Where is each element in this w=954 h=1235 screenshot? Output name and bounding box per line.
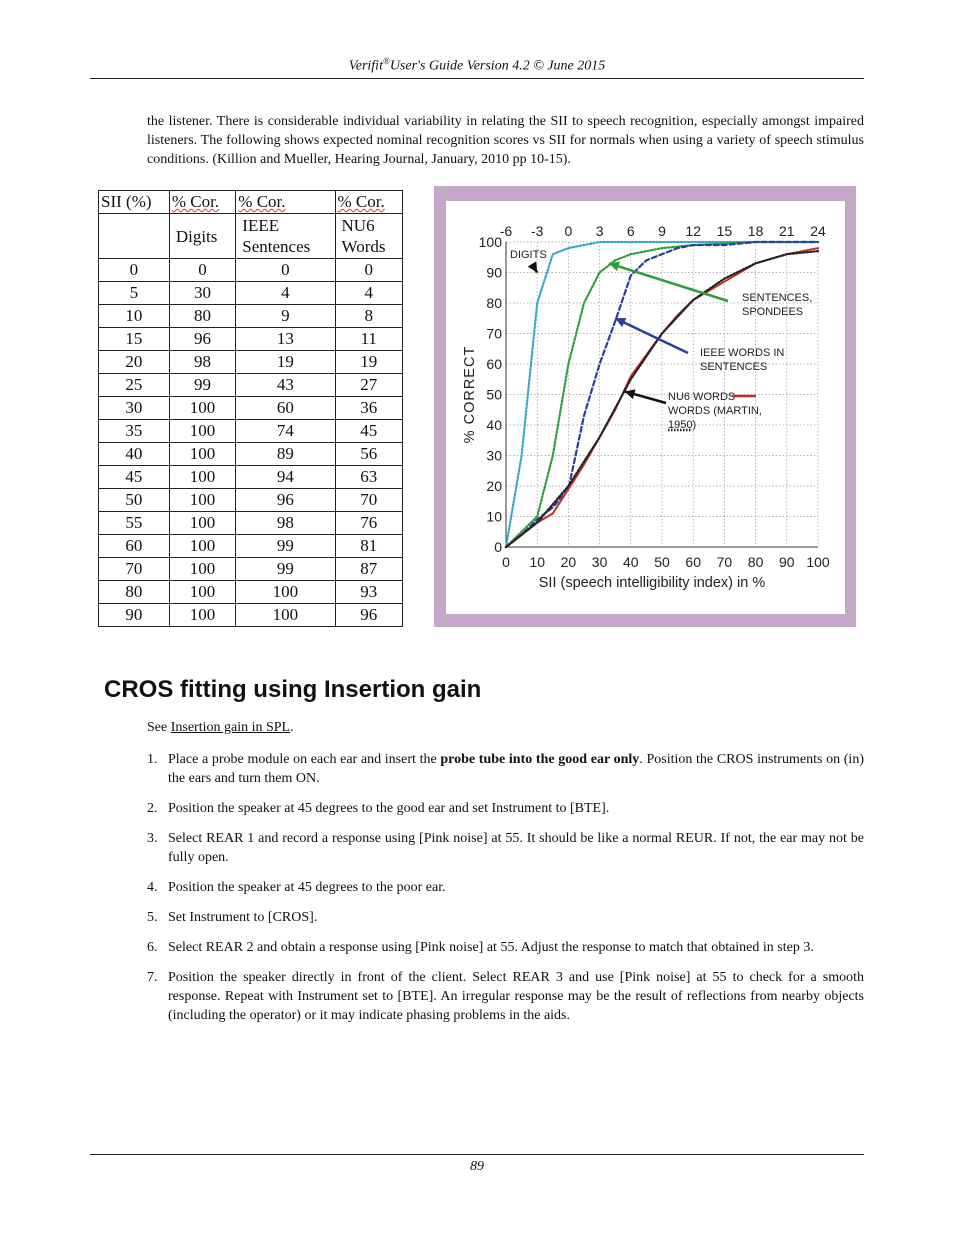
annotation-arrow [609, 263, 728, 301]
x-tick-label: 80 [747, 554, 764, 570]
table-cell: 87 [335, 558, 402, 581]
table-cell: 56 [335, 443, 402, 466]
table-cell: 96 [169, 328, 235, 351]
table-cell: 70 [335, 489, 402, 512]
y-axis-label: % CORRECT [462, 345, 478, 444]
top-tick-label: 9 [658, 223, 666, 239]
table-cell: 25 [99, 374, 170, 397]
table-cell: 35 [99, 420, 170, 443]
table-cell: 100 [169, 604, 235, 627]
see-reference: See Insertion gain in SPL. [147, 720, 294, 735]
table-cell: 19 [335, 351, 402, 374]
annotation-label: DIGITS [510, 249, 547, 261]
table-cell: 74 [236, 420, 335, 443]
y-tick-label: 60 [486, 356, 502, 372]
step-number: 4. [147, 880, 158, 895]
table-cell: 4 [335, 282, 402, 305]
table-header-row [99, 191, 403, 214]
table-cell: 100 [169, 420, 235, 443]
table-header-cell: SII (%) [99, 191, 170, 214]
step-number: 2. [147, 801, 158, 816]
table-row [99, 535, 403, 558]
top-tick-label: 15 [716, 223, 733, 239]
top-tick-label: 0 [564, 223, 573, 239]
table-row [99, 558, 403, 581]
table-cell: 45 [99, 466, 170, 489]
table-cell: 99 [236, 535, 335, 558]
x-tick-label: 90 [779, 554, 795, 570]
table-cell: 76 [335, 512, 402, 535]
x-tick-label: 40 [623, 554, 639, 570]
step-number: 7. [147, 970, 158, 985]
annotation-label: 1950) [668, 419, 697, 431]
table-cell: 10 [99, 305, 170, 328]
list-item [147, 799, 864, 818]
table-subheader-cell: NU6 Words [335, 214, 402, 259]
table-cell: 100 [236, 581, 335, 604]
x-tick-label: 30 [591, 554, 608, 570]
table-cell: 100 [169, 535, 235, 558]
table-cell: 0 [335, 259, 402, 282]
table-cell: 80 [169, 305, 235, 328]
table-row [99, 420, 403, 443]
table-cell: 27 [335, 374, 402, 397]
top-tick-label: 3 [595, 223, 604, 239]
table-cell: 19 [236, 351, 335, 374]
step-text: Select REAR 1 and record a response using [Pink noise] at 55. It should be like a normal REUR. If not, the ear may not be fully open. [168, 831, 864, 865]
top-tick-label: 21 [779, 223, 795, 239]
annotation-label: SPONDEES [742, 306, 804, 318]
step-text: Position the speaker at 45 degrees to the poor ear. [168, 880, 446, 895]
table-cell: 50 [99, 489, 170, 512]
table-cell: 100 [169, 512, 235, 535]
table-cell: 96 [236, 489, 335, 512]
table-header-cell: % Cor. [169, 191, 235, 214]
running-header: Verifit®User's Guide Version 4.2 © June 2015 [348, 56, 606, 74]
table-cell: 45 [335, 420, 402, 443]
table-row [99, 581, 403, 604]
table-cell: 55 [99, 512, 170, 535]
table-cell: 4 [236, 282, 335, 305]
table-cell: 20 [99, 351, 170, 374]
x-tick-label: 0 [502, 554, 510, 570]
table-cell: 13 [236, 328, 335, 351]
list-item [147, 938, 864, 957]
table-subheader-cell: Digits [169, 214, 235, 259]
sii-recognition-table [98, 190, 403, 627]
table-row [99, 374, 403, 397]
table-subheader-cell: IEEE Sentences [236, 214, 335, 259]
step-text: Select REAR 2 and obtain a response using [Pink noise] at 55. Adjust the response to match that obtained in step 3. [168, 940, 814, 955]
table-cell: 98 [169, 351, 235, 374]
y-tick-label: 30 [486, 447, 502, 464]
table-cell: 0 [236, 259, 335, 282]
cros-steps-list [147, 750, 864, 1036]
table-row [99, 489, 403, 512]
table-cell: 96 [335, 604, 402, 627]
list-item [147, 750, 864, 788]
table-cell: 100 [169, 466, 235, 489]
top-tick-label: 12 [685, 223, 701, 239]
table-cell: 100 [169, 581, 235, 604]
table-cell: 30 [99, 397, 170, 420]
x-axis-label: SII (speech intelligibility index) in % [538, 575, 766, 591]
x-tick-label: 60 [685, 554, 701, 570]
table-cell: 90 [99, 604, 170, 627]
table-cell: 0 [169, 259, 235, 282]
table-cell: 100 [169, 443, 235, 466]
table-row [99, 305, 403, 328]
top-tick-label: 18 [747, 223, 764, 239]
table-cell: 60 [99, 535, 170, 558]
table-cell: 81 [335, 535, 402, 558]
page-number: 89 [470, 1159, 484, 1174]
step-text: Position the speaker at 45 degrees to the good ear and set Instrument to [BTE]. [168, 801, 610, 816]
table-cell: 100 [169, 397, 235, 420]
x-tick-label: 100 [806, 554, 830, 570]
table-row [99, 282, 403, 305]
table-row [99, 397, 403, 420]
y-tick-label: 100 [478, 234, 502, 250]
table-cell: 5 [99, 282, 170, 305]
step-text: Place a probe module on each ear and insert the probe tube into the good ear only. Position the CROS instruments on (in) the ears and turn them ON. [168, 752, 864, 786]
sii-recognition-chart [446, 201, 845, 614]
table-header-cell: % Cor. [335, 191, 402, 214]
table-cell: 100 [236, 604, 335, 627]
section-title: CROS fitting using Insertion gain [104, 676, 482, 703]
step-number: 6. [147, 940, 158, 955]
annotation-arrowhead [528, 261, 537, 272]
y-tick-label: 20 [486, 478, 502, 494]
table-row [99, 259, 403, 282]
annotation-label: SENTENCES [700, 361, 768, 373]
step-number: 3. [147, 831, 158, 846]
table-cell: 43 [236, 374, 335, 397]
step-number: 5. [147, 910, 158, 925]
annotation-label: NU6 WORDS [668, 391, 736, 403]
table-header-cell: % Cor. [236, 191, 335, 214]
table-row [99, 328, 403, 351]
table-cell: 93 [335, 581, 402, 604]
x-tick-label: 70 [716, 554, 733, 570]
table-cell: 8 [335, 305, 402, 328]
table-subheader-row [99, 214, 403, 259]
table-row [99, 443, 403, 466]
y-tick-label: 80 [486, 295, 502, 311]
table-subheader-cell [99, 214, 170, 259]
insertion-gain-link[interactable]: Insertion gain in SPL [170, 720, 291, 735]
y-tick-label: 50 [486, 386, 502, 403]
footer-rule [90, 1154, 864, 1155]
table-cell: 40 [99, 443, 170, 466]
table-cell: 89 [236, 443, 335, 466]
x-tick-label: 20 [560, 554, 577, 570]
table-cell: 100 [169, 489, 235, 512]
y-tick-label: 10 [486, 508, 502, 525]
intro-paragraph: the listener. There is considerable individual variability in relating the SII to speech recognition, especially amongst impaired listeners. The following shows expected nominal recognition scores vs SII for normals when using a variety of speech stimulus conditions. (Killion and Mueller, Hearing Journal, January, 2010 pp 10-15). [147, 114, 864, 167]
y-tick-label: 0 [494, 539, 502, 555]
table-cell: 11 [335, 328, 402, 351]
y-tick-label: 70 [486, 325, 502, 342]
table-cell: 15 [99, 328, 170, 351]
table-row [99, 351, 403, 374]
table-row [99, 512, 403, 535]
table-row [99, 466, 403, 489]
table-cell: 98 [236, 512, 335, 535]
y-tick-label: 90 [486, 264, 502, 281]
x-tick-label: 10 [529, 554, 545, 570]
step-text: Set Instrument to [CROS]. [168, 910, 318, 925]
top-tick-label: -3 [530, 223, 544, 239]
table-cell: 100 [169, 558, 235, 581]
table-cell: 99 [169, 374, 235, 397]
step-text: Position the speaker directly in front of the client. Select REAR 3 and use [Pink noise] at 55 to check for a smooth response. Repeat with Instrument set to [BTE]. An irregular response may be the result of reflections from nearby objects (including the operator) or it may indicate phasing problems in the aids. [168, 970, 864, 1023]
table-cell: 70 [99, 558, 170, 581]
list-item [147, 829, 864, 867]
list-item [147, 878, 864, 897]
annotation-label: SENTENCES, [742, 292, 813, 304]
table-cell: 94 [236, 466, 335, 489]
annotation-label: WORDS (MARTIN, [668, 405, 762, 417]
table-cell: 99 [236, 558, 335, 581]
top-tick-label: 6 [626, 223, 635, 239]
table-cell: 0 [99, 259, 170, 282]
header-rule [90, 78, 864, 79]
y-tick-label: 40 [486, 417, 502, 433]
list-item [147, 908, 864, 927]
table-cell: 36 [335, 397, 402, 420]
step-number: 1. [147, 752, 158, 767]
table-cell: 9 [236, 305, 335, 328]
x-tick-label: 50 [654, 554, 670, 570]
top-tick-label: -6 [499, 223, 513, 239]
annotation-label: IEEE WORDS IN [700, 347, 785, 359]
table-row [99, 604, 403, 627]
top-tick-label: 24 [810, 223, 826, 239]
table-cell: 30 [169, 282, 235, 305]
table-cell: 80 [99, 581, 170, 604]
table-cell: 63 [335, 466, 402, 489]
list-item [147, 968, 864, 1025]
table-cell: 60 [236, 397, 335, 420]
